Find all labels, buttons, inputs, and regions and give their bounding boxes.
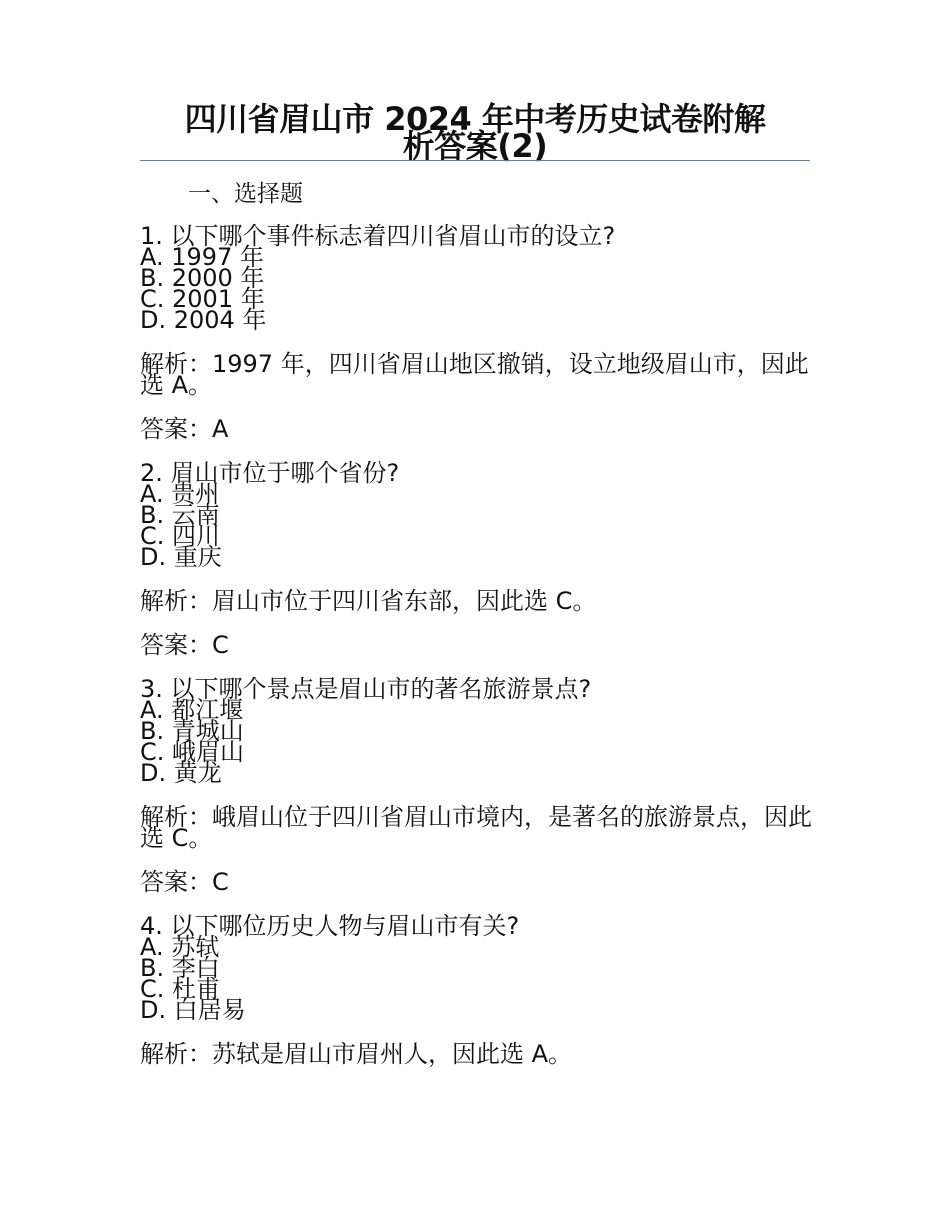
option-c: C. 2001 年	[140, 285, 265, 313]
analysis-text: 解析：苏轼是眉山市眉州人，因此选 A。	[140, 1040, 573, 1068]
title-line-2: 析答案(2)	[402, 127, 548, 165]
option-c: C. 四川	[140, 522, 221, 550]
option-b: B. 青城山	[140, 717, 244, 745]
answer-text: 答案：A	[140, 415, 229, 443]
question-block-1	[140, 222, 812, 443]
analysis-text: 解析：峨眉山位于四川省眉山市境内，是著名的旅游景点，因此选 C。	[140, 803, 812, 852]
option-c: C. 峨眉山	[140, 738, 245, 766]
option-b: B. 李白	[140, 954, 220, 982]
option-a: A. 1997 年	[140, 243, 264, 271]
option-a: A. 苏轼	[140, 933, 220, 961]
question-block-2	[140, 459, 812, 659]
question-block-3	[140, 675, 812, 896]
option-d: D. 重庆	[140, 543, 222, 571]
question-text: 3. 以下哪个景点是眉山市的著名旅游景点?	[140, 675, 592, 703]
question-text: 4. 以下哪位历史人物与眉山市有关?	[140, 912, 520, 940]
analysis-text: 解析：眉山市位于四川省东部，因此选 C。	[140, 587, 597, 615]
title-divider	[140, 160, 810, 161]
option-d: D. 白居易	[140, 996, 246, 1024]
question-block-4	[140, 912, 812, 1068]
answer-text: 答案：C	[140, 631, 229, 659]
option-d: D. 2004 年	[140, 306, 267, 334]
section-heading: 一、选择题	[188, 181, 303, 207]
option-b: B. 2000 年	[140, 264, 265, 292]
option-d: D. 黄龙	[140, 759, 222, 787]
option-a: A. 贵州	[140, 480, 220, 508]
question-list	[140, 222, 812, 1068]
question-text: 1. 以下哪个事件标志着四川省眉山市的设立?	[140, 222, 616, 250]
analysis-text: 解析：1997 年，四川省眉山地区撤销，设立地级眉山市，因此选 A。	[140, 350, 809, 399]
option-b: B. 云南	[140, 501, 220, 529]
answer-text: 答案：C	[140, 868, 229, 896]
option-a: A. 都江堰	[140, 696, 244, 724]
document-title	[140, 100, 810, 165]
question-text: 2. 眉山市位于哪个省份?	[140, 459, 400, 487]
title-line-1: 四川省眉山市 2024 年中考历史试卷附解	[184, 100, 766, 138]
option-c: C. 杜甫	[140, 975, 221, 1003]
